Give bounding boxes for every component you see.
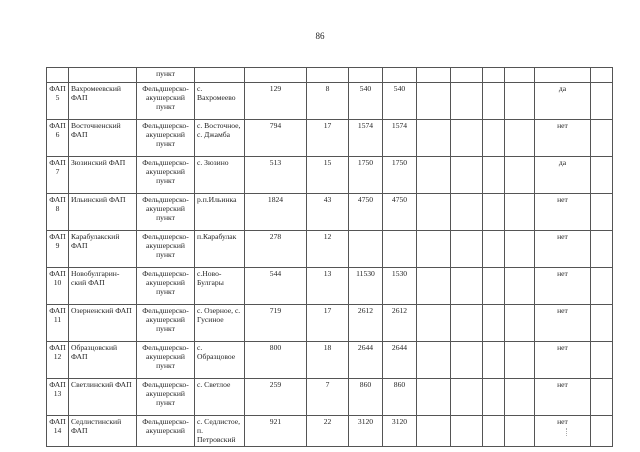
cell-empty [417,379,451,416]
cell-empty [451,68,483,83]
cell-name: Образцовский ФАП [69,342,137,379]
cell-type: Фельдшерско-акушерский пункт [137,194,195,231]
cell-population: 129 [245,83,307,120]
cell-settlement: с. Вахромеево [195,83,245,120]
cell-type: пункт [137,68,195,83]
cell-empty [505,194,535,231]
cell-empty [591,305,613,342]
cell-type: Фельдшерско-акушерский пункт [137,305,195,342]
cell-empty [505,342,535,379]
cell-count: 22 [307,416,349,447]
cell-empty [417,83,451,120]
cell-population: 513 [245,157,307,194]
cell-flag: нет [535,268,591,305]
cell-type: Фельдшерско-акушерский пункт [137,83,195,120]
cell-empty [591,83,613,120]
cell-settlement: с. Зюзино [195,157,245,194]
table-row [47,120,613,157]
cell-code: ФАП 10 [47,268,69,305]
cell-code: ФАП 5 [47,83,69,120]
cell-empty [451,379,483,416]
scan-mark [566,428,570,436]
cell-empty [535,68,591,83]
cell-code [47,68,69,83]
table-row [47,83,613,120]
cell-empty [591,120,613,157]
cell-name: Светлинский ФАП [69,379,137,416]
cell-empty [417,194,451,231]
cell-settlement [195,68,245,83]
cell-settlement: с. Озерное, с. Гусиное [195,305,245,342]
cell-empty [451,231,483,268]
cell-value-1: 2644 [349,342,383,379]
cell-count: 18 [307,342,349,379]
cell-empty [417,268,451,305]
cell-type: Фельдшерско-акушерский пункт [137,342,195,379]
table-row [47,268,613,305]
cell-code: ФАП 12 [47,342,69,379]
cell-value-1: 540 [349,83,383,120]
cell-empty [505,416,535,447]
cell-code: ФАП 9 [47,231,69,268]
cell-code: ФАП 11 [47,305,69,342]
cell-flag: нет [535,231,591,268]
cell-empty [505,120,535,157]
table-row [47,157,613,194]
cell-empty [483,379,505,416]
cell-empty [591,379,613,416]
cell-name: Седлистинский ФАП [69,416,137,447]
cell-count: 8 [307,83,349,120]
cell-empty [505,305,535,342]
cell-count: 13 [307,268,349,305]
cell-value-2: 3120 [383,416,417,447]
cell-code: ФАП 8 [47,194,69,231]
cell-empty [417,342,451,379]
cell-value-2: 860 [383,379,417,416]
cell-type: Фельдшерско-акушерский пункт [137,157,195,194]
cell-flag: да [535,83,591,120]
cell-value-1: 11530 [349,268,383,305]
cell-empty [483,194,505,231]
cell-name: Зюзинский ФАП [69,157,137,194]
cell-empty [417,416,451,447]
cell-value-2 [383,231,417,268]
cell-count: 15 [307,157,349,194]
cell-value-1: 1750 [349,157,383,194]
cell-type: Фельдшерско-акушерский пункт [137,120,195,157]
cell-flag: нет [535,416,591,447]
cell-settlement: с. Образцовое [195,342,245,379]
cell-population: 921 [245,416,307,447]
cell-empty [591,231,613,268]
cell-empty [383,68,417,83]
cell-value-1: 2612 [349,305,383,342]
cell-empty [451,268,483,305]
cell-empty [451,157,483,194]
cell-empty [417,305,451,342]
cell-count: 7 [307,379,349,416]
cell-empty [349,68,383,83]
cell-value-2: 1750 [383,157,417,194]
cell-empty [483,83,505,120]
cell-value-1: 4750 [349,194,383,231]
cell-empty [483,305,505,342]
cell-empty [245,68,307,83]
cell-code: ФАП 6 [47,120,69,157]
cell-empty [417,68,451,83]
table-row [47,194,613,231]
cell-count: 12 [307,231,349,268]
cell-settlement: с. Светлое [195,379,245,416]
cell-code: ФАП 14 [47,416,69,447]
cell-empty [591,416,613,447]
cell-name: Карабулакский ФАП [69,231,137,268]
cell-value-2: 4750 [383,194,417,231]
table-row [47,416,613,447]
cell-name: Восточненский ФАП [69,120,137,157]
table-row [47,305,613,342]
cell-empty [505,231,535,268]
cell-empty [451,416,483,447]
cell-value-2: 2612 [383,305,417,342]
cell-settlement: с. Седлистое, п. Петровский [195,416,245,447]
cell-type: Фельдшерско-акушерский пункт [137,379,195,416]
cell-name [69,68,137,83]
cell-type: Фельдшерско-акушерский [137,416,195,447]
cell-empty [591,342,613,379]
cell-settlement: р.п.Ильинка [195,194,245,231]
cell-count: 43 [307,194,349,231]
cell-flag: нет [535,379,591,416]
cell-empty [483,416,505,447]
cell-empty [307,68,349,83]
cell-empty [451,120,483,157]
facilities-table [46,67,613,447]
cell-value-2: 1574 [383,120,417,157]
cell-value-1: 860 [349,379,383,416]
cell-settlement: с.Ново-Булгары [195,268,245,305]
cell-code: ФАП 13 [47,379,69,416]
cell-empty [417,231,451,268]
cell-value-1 [349,231,383,268]
cell-population: 719 [245,305,307,342]
cell-empty [483,342,505,379]
cell-empty [505,157,535,194]
cell-population: 800 [245,342,307,379]
table-row-carryover [47,68,613,83]
cell-name: Новобулгарин-ский ФАП [69,268,137,305]
table-body [47,68,613,447]
cell-name: Вахромеевский ФАП [69,83,137,120]
cell-type: Фельдшерско-акушерский пункт [137,231,195,268]
cell-value-2: 1530 [383,268,417,305]
table-row [47,231,613,268]
cell-value-2: 2644 [383,342,417,379]
cell-empty [483,231,505,268]
cell-name: Ильинский ФАП [69,194,137,231]
cell-empty [417,120,451,157]
cell-empty [505,83,535,120]
cell-empty [591,68,613,83]
cell-count: 17 [307,305,349,342]
cell-population: 1824 [245,194,307,231]
cell-empty [451,342,483,379]
cell-empty [483,268,505,305]
cell-type: Фельдшерско-акушерский пункт [137,268,195,305]
cell-settlement: п.Карабулак [195,231,245,268]
cell-value-2: 540 [383,83,417,120]
cell-empty [451,83,483,120]
cell-count: 17 [307,120,349,157]
table-row [47,342,613,379]
cell-flag: нет [535,120,591,157]
cell-empty [451,194,483,231]
cell-empty [483,120,505,157]
cell-empty [483,68,505,83]
page-number: 86 [315,31,325,41]
table-row [47,379,613,416]
cell-name: Озерненский ФАП [69,305,137,342]
cell-empty [591,268,613,305]
cell-population: 259 [245,379,307,416]
cell-code: ФАП 7 [47,157,69,194]
cell-value-1: 3120 [349,416,383,447]
cell-empty [505,379,535,416]
cell-empty [591,157,613,194]
cell-empty [451,305,483,342]
cell-flag: нет [535,342,591,379]
cell-empty [483,157,505,194]
cell-flag: нет [535,194,591,231]
cell-empty [591,194,613,231]
cell-flag: да [535,157,591,194]
cell-population: 794 [245,120,307,157]
cell-value-1: 1574 [349,120,383,157]
cell-empty [505,68,535,83]
cell-empty [417,157,451,194]
cell-population: 544 [245,268,307,305]
cell-settlement: с. Восточное, с. Джамба [195,120,245,157]
cell-flag: нет [535,305,591,342]
cell-population: 278 [245,231,307,268]
cell-empty [505,268,535,305]
